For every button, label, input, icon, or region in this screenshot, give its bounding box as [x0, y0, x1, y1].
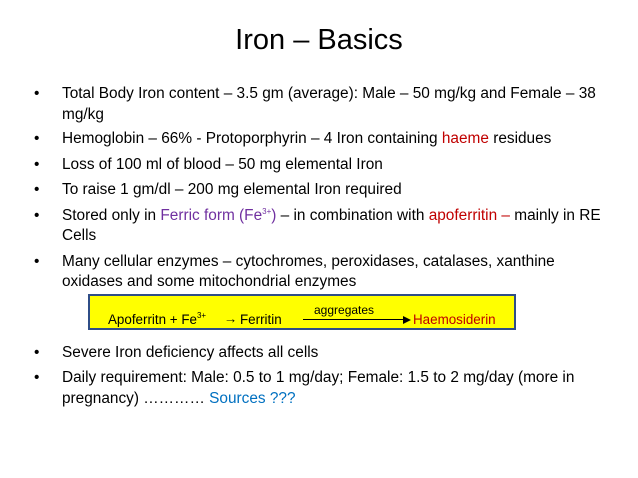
bullet-text: Many cellular enzymes – cytochromes, peroxidases, catalases, xanthine oxidases and some mitochondrial enzymes [62, 252, 555, 290]
bullet-icon: • [34, 85, 40, 102]
bullet-item [34, 180, 614, 201]
bullet-item [34, 343, 614, 364]
flow-apoferritin-label: Apoferritn + Fe [108, 312, 197, 327]
slide-title: Iron – Basics [235, 24, 403, 56]
bullet-icon: • [34, 181, 40, 198]
ferric-form-text: Ferric form (Fe [160, 206, 263, 224]
bullet-list [34, 84, 614, 409]
flow-aggregates-label: aggregates [314, 303, 375, 317]
bullet-item [34, 129, 614, 150]
bullet-text: mainly in RE Cells [62, 206, 601, 244]
bullet-text: Stored only in [62, 206, 161, 224]
bullet-item [34, 84, 614, 125]
bullet-text: residues [488, 130, 552, 147]
bullet-item [34, 252, 614, 293]
highlight-haeme: haeme [441, 130, 489, 147]
conversion-arrow-line [303, 319, 403, 320]
flow-haemosiderin: Haemosiderin [413, 312, 496, 327]
bullet-item [34, 155, 614, 176]
bullet-text: Daily requirement: Male: 0.5 to 1 mg/day; Female: 1.5 to 2 mg/day (more in pregnancy) ………… [62, 369, 575, 407]
arrow-right-icon: → [224, 311, 238, 326]
bullet-text: Severe Iron deficiency affects all cells [62, 343, 319, 361]
bullet-text: Loss of 100 ml of blood – 50 mg elemental Iron [62, 155, 383, 173]
apoferritin-text: apoferritin – [428, 206, 510, 224]
sources-link-text: Sources ??? [209, 389, 296, 407]
bullet-icon: • [34, 252, 40, 270]
iron-storage-flow-box [88, 294, 516, 330]
bullet-text: Total Body Iron content – 3.5 gm (average): Male – 50 mg/kg and Female – 38 mg/kg [62, 85, 596, 123]
bullet-icon: • [34, 206, 40, 224]
bullet-text: Hemoglobin – 66% - Protoporphyrin – 4 Iron containing [62, 130, 442, 147]
bullet-icon: • [34, 369, 40, 386]
flow-apoferritin [108, 312, 206, 327]
flow-fe-superscript: 3+ [196, 311, 207, 320]
ferric-close: ) [271, 206, 277, 224]
bullet-icon: • [34, 343, 40, 361]
bullet-item [34, 368, 614, 409]
flow-ferritin: Ferritin [240, 312, 282, 327]
bullet-icon: • [34, 155, 40, 173]
bullet-icon: • [34, 130, 40, 147]
bullet-text: To raise 1 gm/dl – 200 mg elemental Iron required [62, 181, 402, 198]
bullet-item [34, 206, 614, 247]
conversion-arrow-head-icon [403, 316, 411, 324]
ferric-superscript: 3+ [262, 206, 272, 216]
bullet-text: – in combination with [276, 206, 429, 224]
